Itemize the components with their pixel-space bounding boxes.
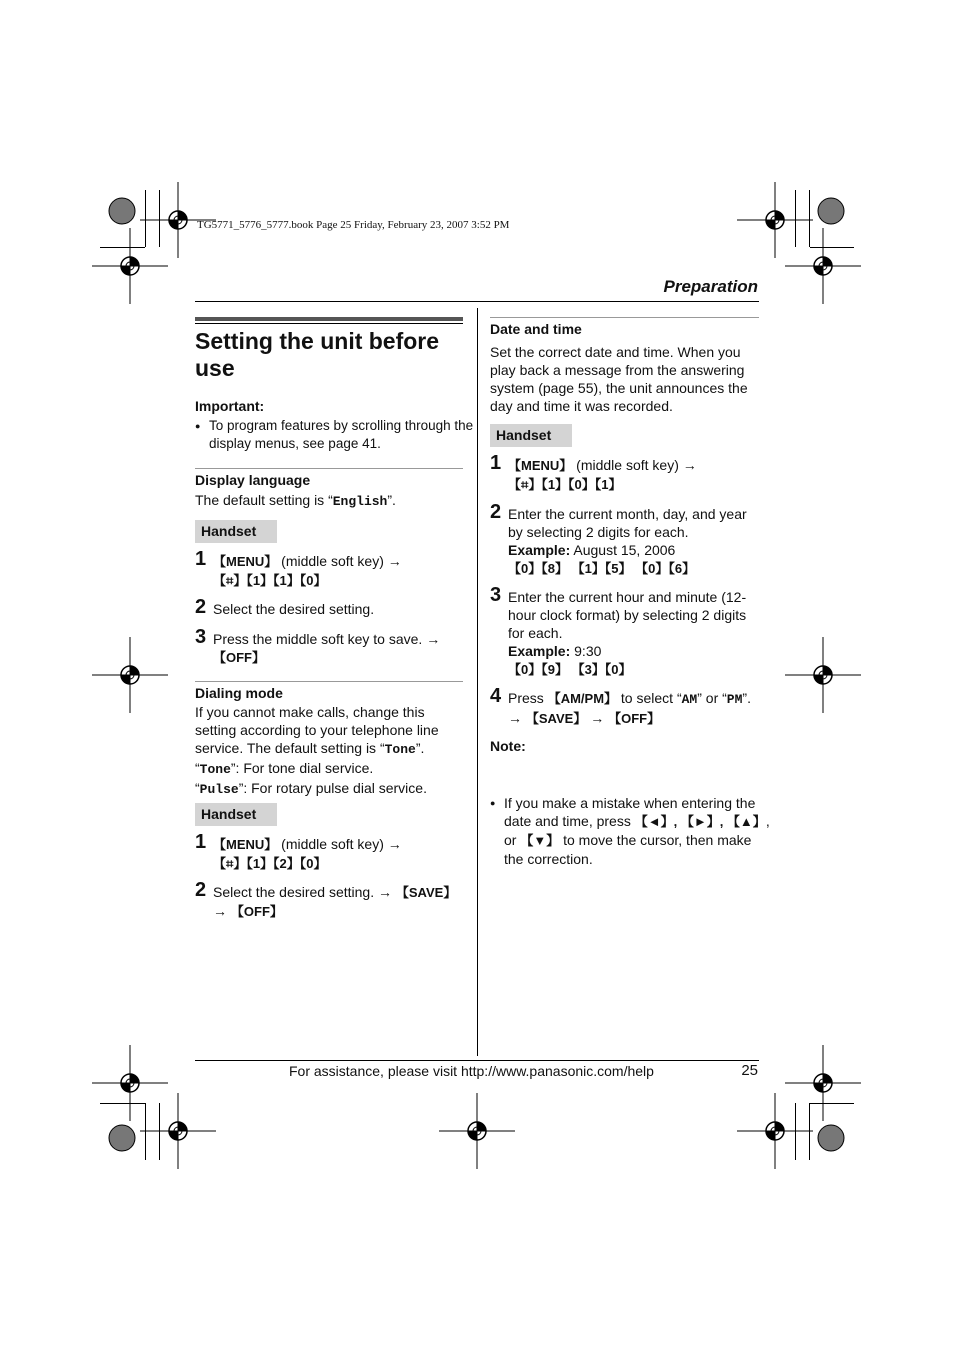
save-key: 【SAVE】 xyxy=(395,885,457,900)
important-note xyxy=(195,417,477,453)
key-sequence: 【0】【8】 【1】【5】 【0】【6】 xyxy=(508,561,696,576)
header-rule xyxy=(195,301,759,302)
display-language-heading: Display language xyxy=(195,472,311,488)
step-3 xyxy=(195,626,463,667)
step-number: 1 xyxy=(195,548,207,570)
example-text: August 15, 2006 xyxy=(570,542,676,558)
key-sequence: 【⌗】【1】【0】【1】 xyxy=(508,477,622,492)
dialing-default-suffix: ”. xyxy=(415,740,425,756)
step-text: Press the middle soft key to save. → xyxy=(213,631,441,647)
step-4 xyxy=(490,685,759,728)
key-sequence: 【⌗】【1】【2】【0】 xyxy=(213,856,327,871)
step-prefix: Press xyxy=(508,690,548,706)
tone-code: Tone xyxy=(199,762,231,777)
dialing-default-value: Tone xyxy=(384,742,416,757)
step-2 xyxy=(195,879,463,921)
example-label: Example: xyxy=(508,643,571,659)
step-text: (middle soft key) → xyxy=(572,457,697,473)
step-3 xyxy=(490,584,759,679)
file-header: TG5771_5776_5777.book Page 25 Friday, February 23, 2007 3:52 PM xyxy=(197,219,510,231)
default-prefix: The default setting is “ xyxy=(195,492,333,508)
handset-label: Handset xyxy=(195,520,277,543)
step-2 xyxy=(195,596,463,618)
menu-key: 【MENU】 xyxy=(213,837,278,852)
note-text-3: to move the cursor, then make the correction. xyxy=(504,832,752,867)
step-mid: to select “ xyxy=(617,690,682,706)
menu-key: 【MENU】 xyxy=(508,458,573,473)
step-or: ” or “ xyxy=(697,690,727,706)
arrow: → xyxy=(590,710,605,726)
down-key: 【▼】 xyxy=(520,833,560,848)
dialing-mode-body: If you cannot make calls, change this setting according to your telephone line service. The default setting is “ xyxy=(195,704,439,756)
title-bar xyxy=(195,317,463,321)
step-end: ”. xyxy=(742,690,751,706)
key-sequence: 【0】【9】 【3】【0】 xyxy=(508,662,632,677)
tone-text: ”: For tone dial service. xyxy=(230,760,374,776)
step-number: 1 xyxy=(490,452,502,474)
arrow: → xyxy=(508,710,522,726)
page-number: 25 xyxy=(741,1062,758,1079)
footer-rule xyxy=(195,1060,759,1061)
save-key: 【SAVE】 xyxy=(525,711,587,726)
step-1 xyxy=(195,548,463,590)
dialing-mode-text xyxy=(195,703,463,799)
step-number: 3 xyxy=(195,626,207,648)
step-text: (middle soft key) → xyxy=(277,553,402,569)
step-number: 2 xyxy=(195,879,207,901)
note-text-2: , or xyxy=(504,813,770,848)
arrow: → xyxy=(213,903,227,919)
display-language-default xyxy=(195,491,396,511)
step-2 xyxy=(490,501,759,578)
step-text: Enter the current hour and minute (12-hour clock format) by selecting 2 digits for each. xyxy=(508,589,747,641)
off-key: 【OFF】 xyxy=(213,650,265,665)
assistance-text: For assistance, please visit http://www.panasonic.com/help xyxy=(289,1063,654,1079)
default-suffix: ”. xyxy=(387,492,396,508)
date-time-rule xyxy=(490,317,759,318)
title-bar-thin xyxy=(195,323,463,324)
menu-key: 【MENU】 xyxy=(213,554,278,569)
handset-label: Handset xyxy=(490,424,572,447)
step-number: 1 xyxy=(195,831,207,853)
date-time-text: Set the correct date and time. When you play back a message from the answering system (page 55), the unit announces the day and time it was recorded. xyxy=(490,344,748,414)
display-language-rule xyxy=(195,468,463,469)
step-number: 2 xyxy=(490,501,502,523)
step-1 xyxy=(490,452,759,494)
page-title: Setting the unit before use xyxy=(195,328,440,381)
note-item xyxy=(490,794,773,868)
handset-label: Handset xyxy=(195,803,277,826)
off-key: 【OFF】 xyxy=(230,904,283,919)
example-label: Example: xyxy=(508,542,571,558)
key-sequence: 【⌗】【1】【1】【0】 xyxy=(213,573,327,588)
step-number: 2 xyxy=(195,596,207,618)
important-text: To program features by scrolling through the display menus, see page 41. xyxy=(209,418,474,451)
step-text: Enter the current month, day, and year by selecting 2 digits for each. xyxy=(508,506,747,540)
step-text: Select the desired setting. → xyxy=(213,884,392,900)
dialing-mode-rule xyxy=(195,681,463,682)
important-label: Important: xyxy=(195,398,265,414)
off-key: 【OFF】 xyxy=(608,711,661,726)
ampm-key: 【AM/PM】 xyxy=(547,691,618,706)
column-divider xyxy=(477,308,478,1056)
pulse-open: “ xyxy=(195,780,200,796)
note-text-1: If you make a mistake when entering the date and time, press xyxy=(504,795,756,829)
date-time-heading: Date and time xyxy=(490,321,582,337)
pulse-text: ”: For rotary pulse dial service. xyxy=(238,780,427,796)
tone-open: “ xyxy=(195,760,200,776)
pm-code: PM xyxy=(726,692,743,707)
step-1 xyxy=(195,831,463,873)
step-number: 3 xyxy=(490,584,502,606)
step-number: 4 xyxy=(490,685,502,707)
dialing-mode-heading: Dialing mode xyxy=(195,685,283,701)
section-label: Preparation xyxy=(663,277,758,296)
note-label: Note: xyxy=(490,738,526,754)
am-code: AM xyxy=(681,692,698,707)
step-text: Select the desired setting. xyxy=(213,601,375,617)
example-text: 9:30 xyxy=(570,643,602,659)
arrow-keys: 【◄】, 【►】, 【▲】 xyxy=(634,814,766,829)
pulse-code: Pulse xyxy=(199,782,239,797)
step-text: (middle soft key) → xyxy=(277,836,402,852)
default-value: English xyxy=(332,494,388,509)
